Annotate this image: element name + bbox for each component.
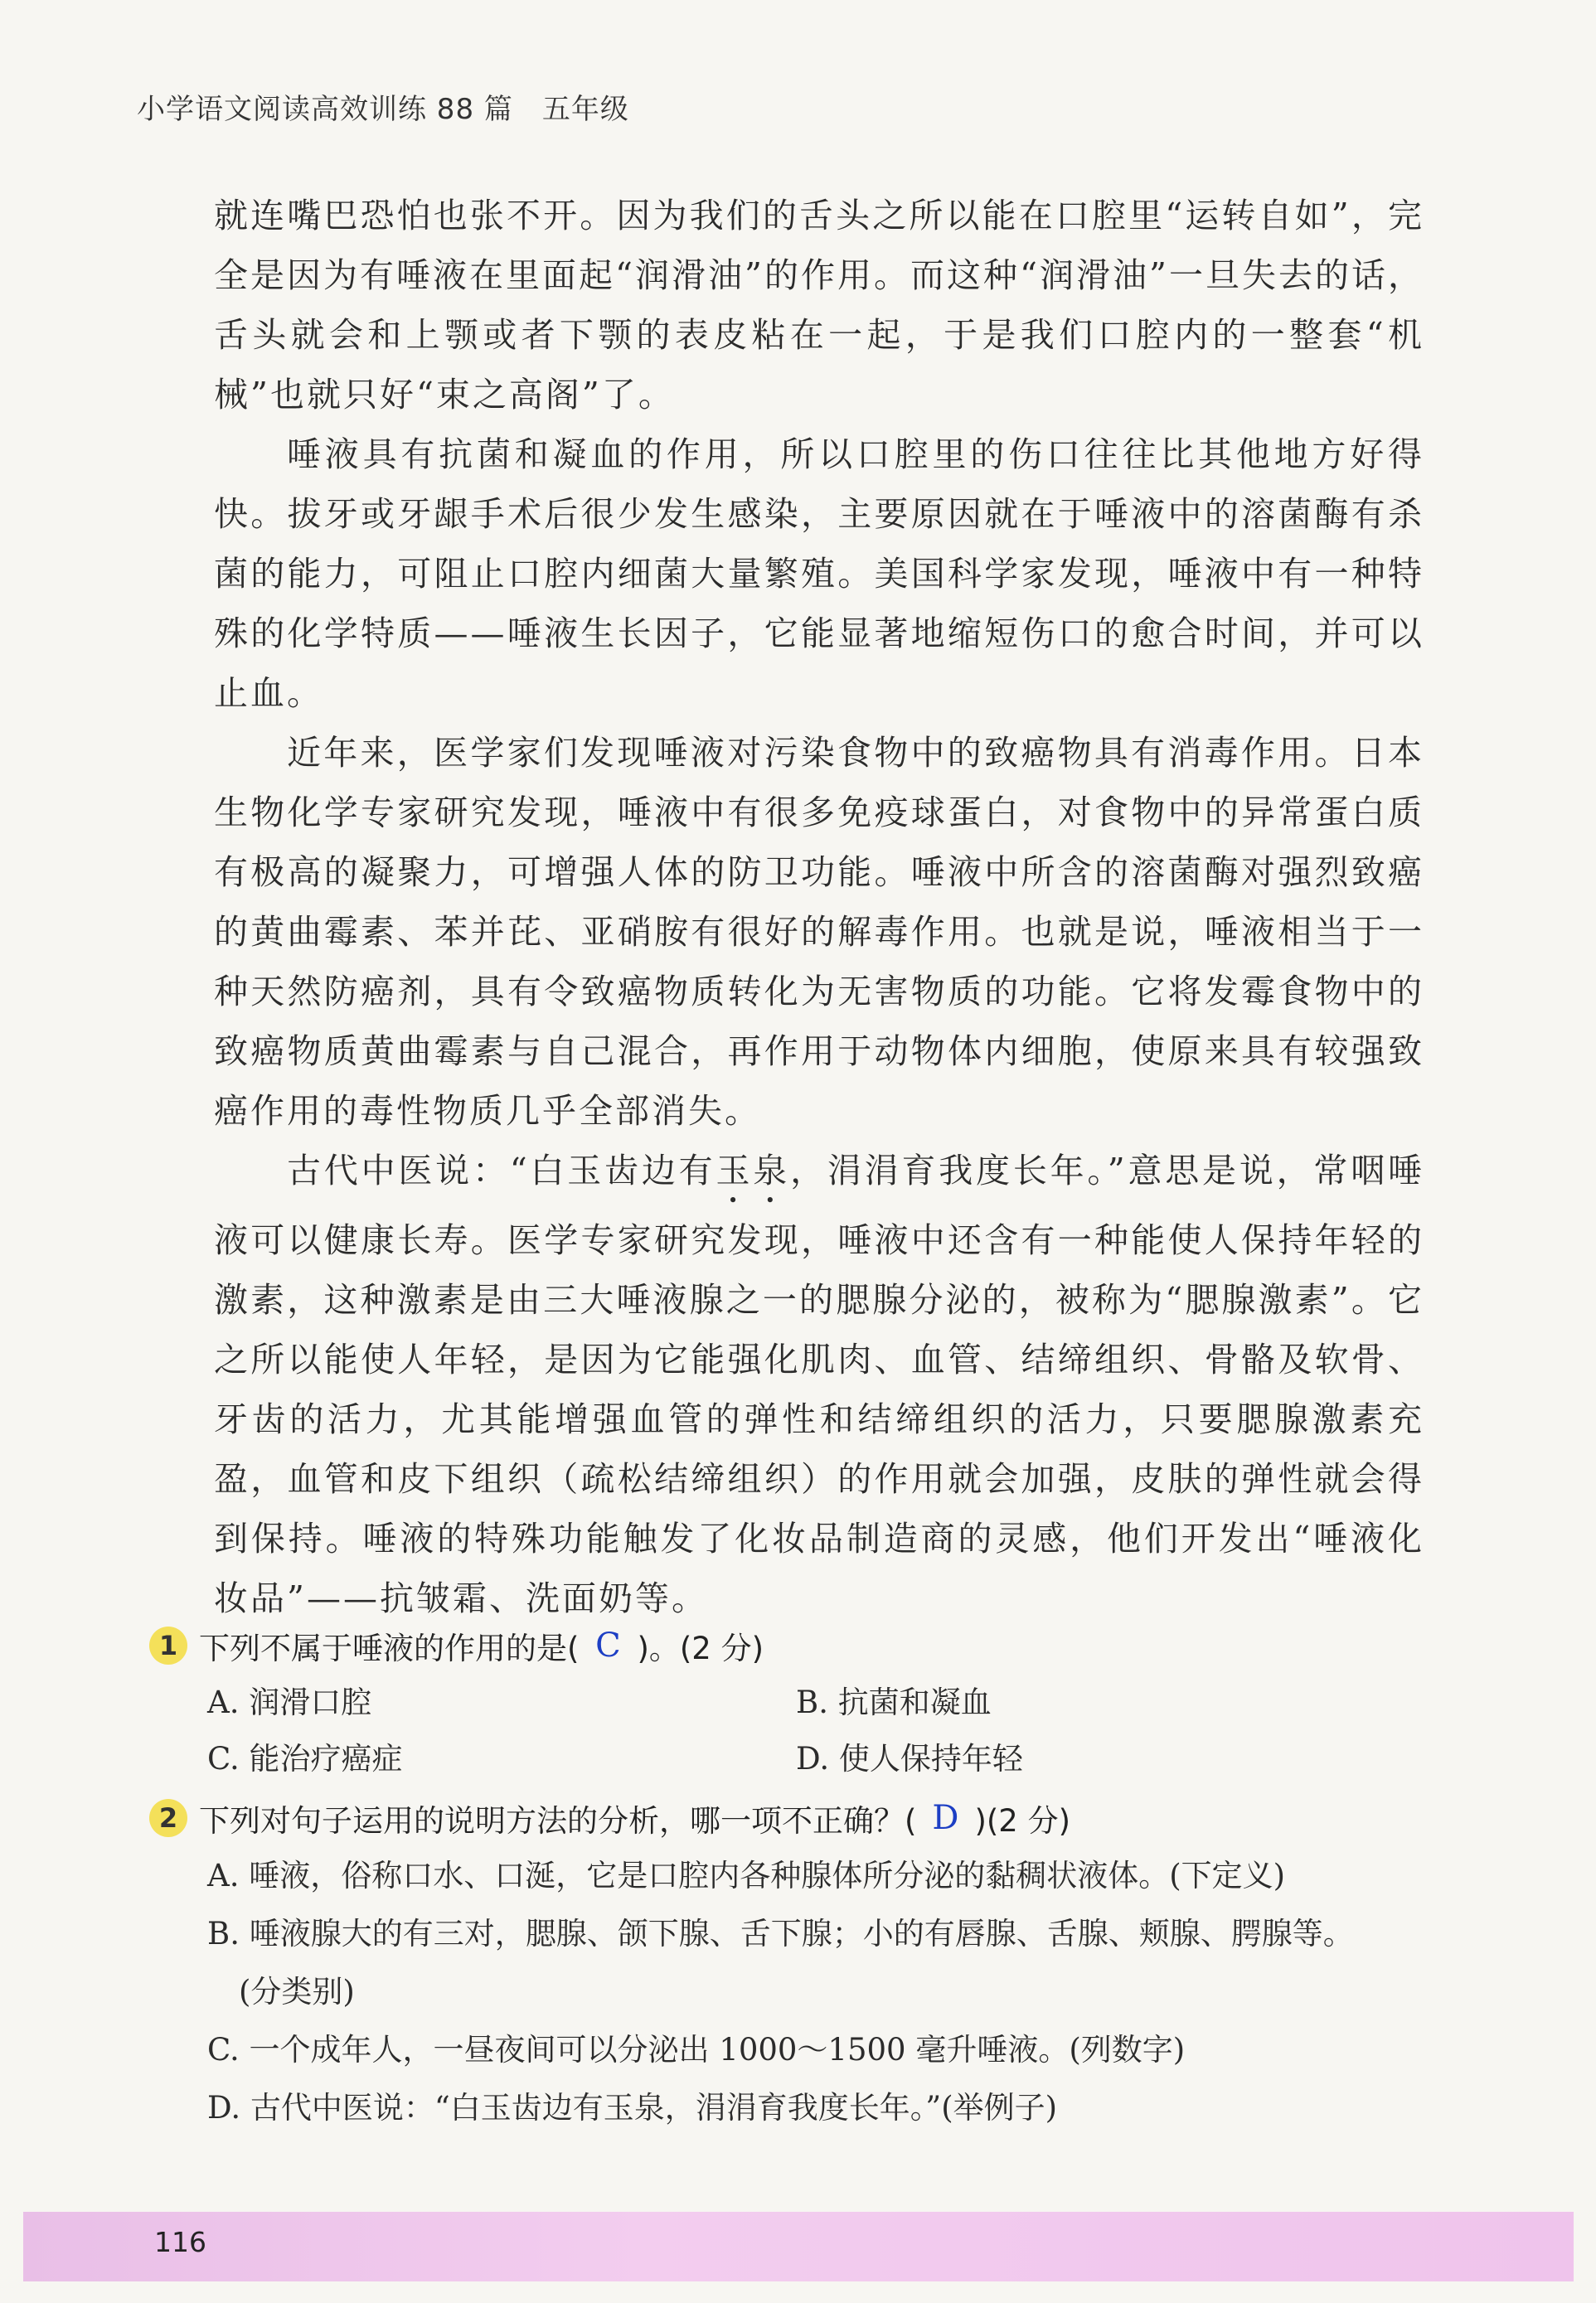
paragraph-1: 就连嘴巴恐怕也张不开。因为我们的舌头之所以能在口腔里“运转自如”，完全是因为有唾液在里面起“润滑油”的作用。而这种“润滑油”一旦失去的话，舌头就会和上颚或者下颚的表皮粘在一起，于是我们口腔内的一整套“机械”也就只好“束之高阁”了。 (214, 196, 1424, 415)
question-2 (149, 1789, 1443, 1847)
question-number-badge: 1 (149, 1627, 187, 1665)
article-body (214, 186, 1424, 1628)
footer-band (23, 2212, 1574, 2281)
question-2-options (207, 1847, 1443, 2137)
option-b: B. 抗菌和凝血 (796, 1685, 992, 1720)
option-c: C. 一个成年人，一昼夜间可以分泌出 1000～1500 毫升唾液。(列数字) (207, 2032, 1186, 2068)
answer-c: C (595, 1627, 621, 1665)
question-1-options (207, 1675, 1443, 1787)
running-header: 小学语文阅读高效训练 88 篇 五年级 (137, 93, 629, 126)
paragraph-4 (214, 1141, 1424, 1628)
p4-text-before: 古代中医说：“白玉齿边有 (287, 1151, 716, 1190)
paragraph-2: 唾液具有抗菌和凝血的作用，所以口腔里的伤口往往比其他地方好得快。拔牙或牙龈手术后很少发生感染，主要原因就在于唾液中的溶菌酶有杀菌的能力，可阻止口腔内细菌大量繁殖。美国科学家发现，唾液中有一种特殊的化学特质——唾液生长因子，它能显著地缩短伤口的愈合时间，并可以止血。 (214, 434, 1424, 713)
option-a: A. 润滑口腔 (207, 1685, 372, 1720)
question-1 (149, 1617, 1443, 1675)
answer-d: D (932, 1799, 959, 1837)
emphasis-dotted-text: 玉泉 (716, 1151, 791, 1190)
option-a: A. 唾液，俗称口水、口涎，它是口腔内各种腺体所分泌的黏稠状液体。(下定义) (207, 1858, 1286, 1893)
questions-section (149, 1617, 1443, 2137)
page-number: 116 (154, 2226, 206, 2258)
option-d: D. 古代中医说：“白玉齿边有玉泉，涓涓育我度长年。”(举例子) (207, 2090, 1058, 2126)
p4-text-after: ，涓涓育我度长年。”意思是说，常咽唾液可以健康长寿。医学专家研究发现，唾液中还含有一种能使人保持年轻的激素，这种激素是由三大唾液腺之一的腮腺分泌的，被称为“腮腺激素”。它之所以能使人年轻，是因为它能强化肌肉、血管、结缔组织、骨骼及软骨、牙齿的活力，尤其能增强血管的弹性和结缔组织的活力，只要腮腺激素充盈，血管和皮下组织（疏松结缔组织）的作用就会加强，皮肤的弹性就会得到保持。唾液的特殊功能触发了化妆品制造商的灵感，他们开发出“唾液化妆品”——抗皱霜、洗面奶等。 (214, 1151, 1424, 1618)
option-b: B. 唾液腺大的有三对，腮腺、颌下腺、舌下腺；小的有唇腺、舌腺、颊腺、腭腺等。 (207, 1916, 1354, 1951)
question-stem-before: 下列不属于唾液的作用的是( (199, 1631, 580, 1666)
option-d: D. 使人保持年轻 (796, 1741, 1023, 1777)
question-stem-after: )(2 分) (974, 1803, 1071, 1839)
option-b-continuation: (分类别) (239, 1974, 355, 2010)
option-c: C. 能治疗癌症 (207, 1741, 403, 1777)
question-stem-after: )。(2 分) (637, 1631, 764, 1666)
paragraph-3: 近年来，医学家们发现唾液对污染食物中的致癌物具有消毒作用。日本生物化学专家研究发现，唾液中有很多免疫球蛋白，对食物中的异常蛋白质有极高的凝聚力，可增强人体的防卫功能。唾液中所含的溶菌酶对强烈致癌的黄曲霉素、苯并芘、亚硝胺有很好的解毒作用。也就是说，唾液相当于一种天然防癌剂，具有令致癌物质转化为无害物质的功能。它将发霉食物中的致癌物质黄曲霉素与自己混合，再作用于动物体内细胞，使原来具有较强致癌作用的毒性物质几乎全部消失。 (214, 733, 1424, 1131)
question-stem-before: 下列对句子运用的说明方法的分析，哪一项不正确？( (199, 1803, 917, 1839)
question-number-badge: 2 (149, 1799, 187, 1837)
